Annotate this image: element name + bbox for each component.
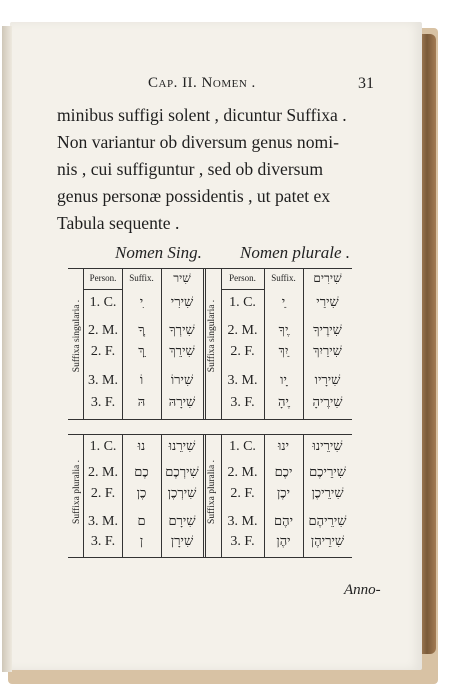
page-left-edge [2,26,12,672]
suffix-cell: ַיִךְ [278,344,289,359]
body-text [57,102,367,237]
header-suffix: Suffix. [271,273,296,283]
form-cell: שִׁירִי [170,295,194,310]
suffix-cell: ְךָ [138,323,145,338]
catchword: Anno- [344,582,381,598]
form-cell: שִׁירֵיכֶם [309,465,346,480]
form-cell: שִׁירָיו [314,373,341,388]
body-line: Tabula sequente . [57,213,180,233]
side-label: Suffixa singularia . [207,299,217,373]
side-label: Suffixa singularia . [72,299,82,373]
form-cell: שִׁירֶיהָ [312,395,343,410]
suffix-cell: הּ [137,395,146,410]
person-cell: 3. F. [230,395,255,410]
body-line: Non variantur ob diversum genus nomi- [57,132,339,152]
chapter-title: Cap. II. Nomen . [148,75,256,91]
header-person: Person. [89,273,117,283]
person-cell: 3. F. [90,534,116,549]
table-suffixa-pluralia [68,434,352,558]
body-line: nis , cui suffiguntur , sed ob diversum [57,159,324,179]
body-line: genus personæ possidentis , ut patet ex [57,186,331,206]
page-number: 31 [358,75,374,92]
title-nomen-plurale: Nomen plurale . [240,243,351,262]
suffix-cell: ִי [139,295,144,310]
person-cell: 2. M. [227,465,258,480]
suffix-cell: נוּ [137,439,146,454]
form-cell: שִׁירְךָ [169,323,195,338]
form-cell: שִׁירֵנוּ [168,439,196,454]
person-cell: 2. M. [88,465,118,480]
suffix-cell: כֶן [136,486,147,501]
suffix-cell: יכֶם [274,465,293,480]
person-cell: 1. C. [89,439,117,454]
form-cell: שִׁירַיִךְ [313,344,342,359]
person-cell: 2. F. [90,486,116,501]
form-cell: שִׁירֵךְ [169,344,195,359]
side-label: Suffixa pluralia . [207,460,217,524]
suffix-cell: ן [139,534,144,549]
suffix-cell: ֵךְ [138,344,145,359]
person-cell: 3. M. [88,373,118,388]
person-cell: 1. C. [229,295,256,310]
side-label: Suffixa pluralia . [72,460,82,524]
form-cell: שִׁירוֹ [170,373,194,388]
person-cell: 2. M. [227,323,258,338]
header-suffix: Suffix. [129,273,154,283]
form-cell: שִׁירָם [168,514,196,529]
form-cell: שִׁירַי [316,295,339,310]
suffix-cell: ֶיךָ [278,323,289,338]
suffix-cell: ינוּ [278,439,289,454]
title-nomen-sing: Nomen Sing. [115,243,202,262]
header-noun: שִׁיר [173,271,191,285]
suffix-cell: יהֶם [274,514,293,529]
suffix-cell: ַי [281,295,286,310]
suffix-cell: יהֶן [276,534,291,549]
form-cell: שִׁירְכֶן [167,486,197,501]
person-cell: 2. F. [90,344,116,359]
form-cell: שִׁירָהּ [168,395,196,410]
person-cell: 1. C. [229,439,256,454]
form-cell: שִׁירֵיכֶן [311,486,344,501]
table-titles [0,243,459,267]
person-cell: 3. F. [230,534,255,549]
body-line: minibus suffigi solent , dicuntur Suffixa . [57,105,347,125]
suffix-cell: ָיו [280,373,287,388]
suffix-cell: וֹ [139,373,144,388]
form-cell: שִׁירֵיהֶם [308,514,347,529]
person-cell: 2. F. [230,344,255,359]
person-cell: 2. M. [88,323,118,338]
form-cell: שִׁירְכֶם [165,465,199,480]
form-cell: שִׁירֵינוּ [312,439,343,454]
header-noun: שִׁירִים [313,271,342,285]
suffix-cell: ֶיהָ [278,395,289,410]
header-person: Person. [229,273,256,283]
person-cell: 2. F. [230,486,255,501]
person-cell: 3. M. [227,514,258,529]
page-header [0,75,459,95]
suffix-cell: כֶם [134,465,149,480]
form-cell: שִׁירָן [170,534,194,549]
person-cell: 1. C. [89,295,117,310]
person-cell: 3. F. [90,395,116,410]
person-cell: 3. M. [227,373,258,388]
form-cell: שִׁירֵיהֶן [310,534,345,549]
suffix-cell: ם [137,514,146,529]
table-suffixa-singularia [68,268,352,420]
suffix-cell: יכֶן [276,486,291,501]
form-cell: שִׁירֶיךָ [313,323,342,338]
person-cell: 3. M. [88,514,118,529]
